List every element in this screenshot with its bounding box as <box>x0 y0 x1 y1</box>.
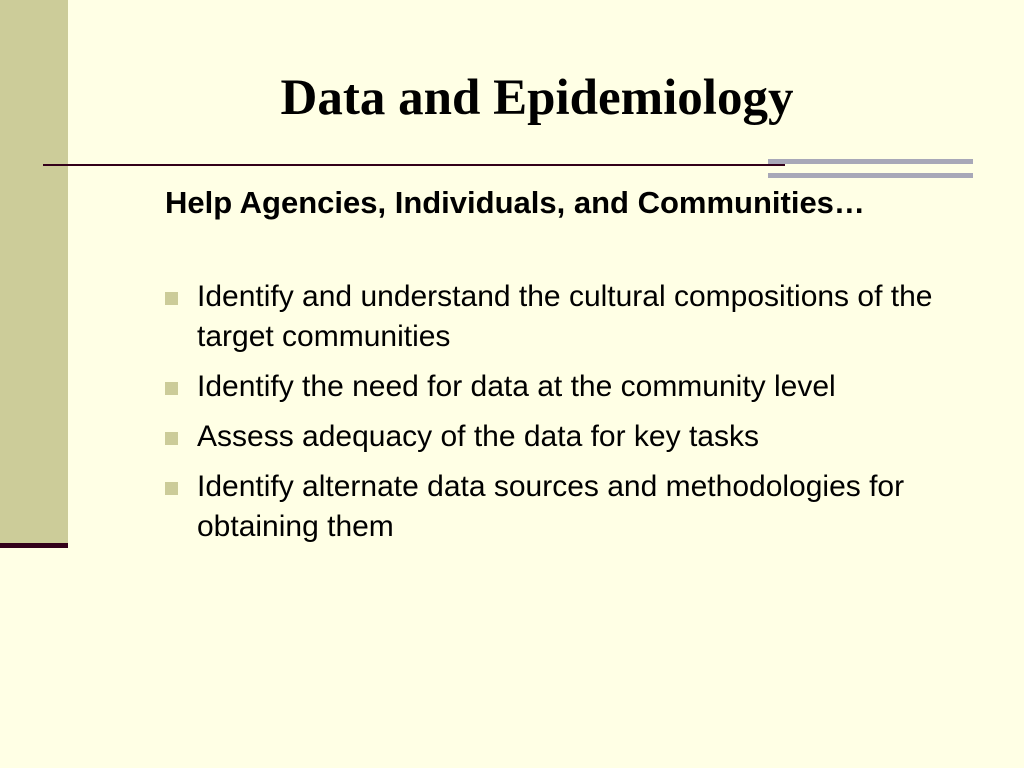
left-band-rule <box>0 543 68 548</box>
bullet-list <box>165 277 945 547</box>
bullet-text: Identify the need for data at the community level <box>197 370 836 403</box>
accent-bar-bottom <box>768 173 973 178</box>
bullet-item <box>165 467 945 547</box>
body-heading: Help Agencies, Individuals, and Communities… <box>165 185 865 220</box>
square-bullet-icon <box>165 382 178 395</box>
bullet-item <box>165 367 945 407</box>
bullet-text: Identify alternate data sources and methodologies for obtaining them <box>197 470 905 543</box>
bullet-item <box>165 277 945 357</box>
slide-title: Data and Epidemiology <box>280 70 794 126</box>
title-divider-line <box>43 164 785 166</box>
bullet-text: Assess adequacy of the data for key tasks <box>197 420 759 453</box>
square-bullet-icon <box>165 432 178 445</box>
bullet-item <box>165 417 945 457</box>
square-bullet-icon <box>165 292 178 305</box>
body-spacer <box>165 222 945 277</box>
accent-bar-top <box>768 159 973 164</box>
bullet-text: Identify and understand the cultural compositions of the target communities <box>197 280 933 353</box>
square-bullet-icon <box>165 482 178 495</box>
slide-body <box>165 184 945 557</box>
